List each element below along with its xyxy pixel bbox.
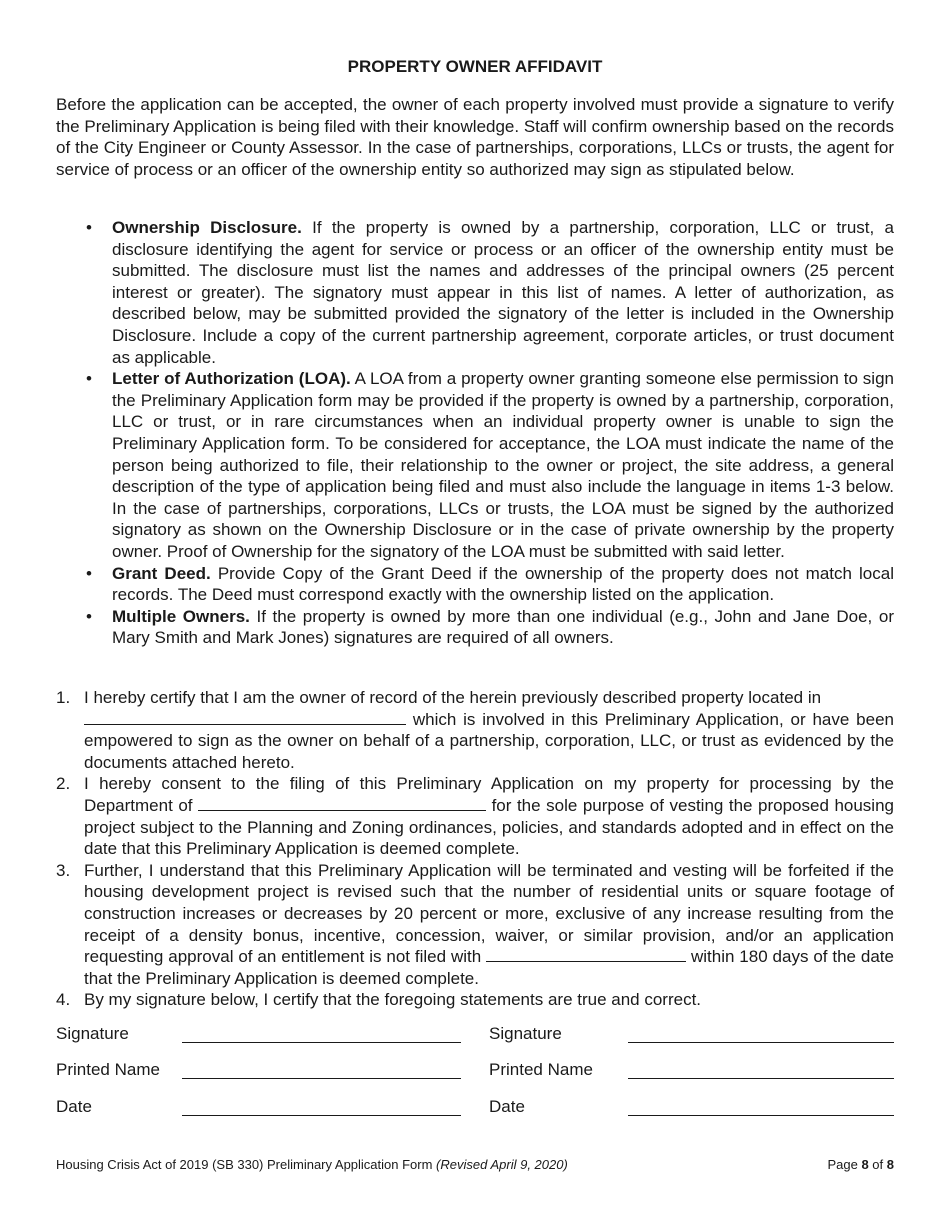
list-item-grant-deed: [56, 563, 894, 606]
page-title: PROPERTY OWNER AFFIDAVIT: [347, 57, 603, 76]
date-label-right: Date: [489, 1097, 525, 1116]
printed-name-label-left: Printed Name: [56, 1060, 160, 1079]
of-word: of: [868, 1157, 887, 1172]
signature-field-left[interactable]: [182, 1042, 461, 1043]
date-field-left[interactable]: [182, 1115, 461, 1116]
item-text: for the sole purpose of vesting the proposed housing project subject to the Planning and Zoning ordinances, policies, and standards adopted and in effect on the date that this Preliminary Application is deemed complete.: [84, 795, 894, 859]
list-item-multiple-owners: [56, 606, 894, 649]
bullet-icon: •: [86, 563, 92, 583]
item-number: 2.: [56, 774, 71, 794]
list-item-letter-of-authorization: [56, 368, 894, 562]
signature-label-right: Signature: [489, 1024, 562, 1043]
page-total: 8: [886, 1157, 894, 1172]
bullet-heading: Ownership Disclosure.: [112, 218, 302, 237]
item-text: I hereby certify that I am the owner of record of the herein previously described property located in: [84, 688, 822, 707]
requirements-list: [56, 217, 894, 649]
printed-name-field-left[interactable]: [182, 1078, 461, 1079]
item-text: Further, I understand that this Preliminary Application will be terminated and vesting will be forfeited if the housing development project is revised such that the number of residential units or square footage of construction increases or decreases by 20 percent or more, exclusive of any increase resulting from the receipt of a density bonus, incentive, concession, waiver, or similar provision, and/or an application requesting approval of an entitlement is not filed with: [84, 860, 894, 967]
bullet-heading: Letter of Authorization (LOA).: [112, 369, 351, 389]
printed-name-field-right[interactable]: [628, 1078, 894, 1079]
footer-revision-date: (Revised April 9, 2020): [436, 1157, 568, 1172]
bullet-text: If the property is owned by more than one individual (e.g., John and Jane Doe, or Mary Smith and Mark Jones) signatures are required of all owners.: [112, 606, 894, 648]
certification-item-2: [56, 773, 894, 859]
footer-form-title: [56, 1157, 568, 1173]
bullet-text: If the property is owned by a partnership, corporation, LLC or trust, a disclosure identifying the agent for service or process or an officer of the ownership entity must be submitted. The disclosure must list the names and addresses of the principal owners (25 percent interest or greater). The signatory must appear in this list of names. A letter of authorization, as described below, may be submitted provided the signatory of the letter is included in the Ownership Disclosure. Include a copy of the current partnership agreement, corporate articles, or trust document as applicable.: [112, 218, 894, 367]
printed-name-label-right: Printed Name: [489, 1060, 593, 1079]
bullet-icon: •: [86, 606, 92, 626]
bullet-icon: •: [86, 369, 92, 389]
item-text: within 180 days of the date that the Preliminary Application is deemed complete.: [84, 947, 894, 988]
item-text: By my signature below, I certify that the foregoing statements are true and correct.: [84, 990, 702, 1010]
bullet-heading: Multiple Owners.: [112, 606, 250, 626]
page-current: 8: [861, 1157, 869, 1172]
date-label-left: Date: [56, 1097, 92, 1116]
item-text: I hereby consent to the filing of this Preliminary Application on my property for processing by the Department of: [84, 774, 894, 815]
bullet-icon: •: [86, 218, 92, 237]
page-word: Page: [827, 1157, 862, 1172]
bullet-text: Provide Copy of the Grant Deed if the ownership of the property does not match local records. The Deed must correspond exactly with the ownership listed on the application.: [112, 563, 894, 605]
certification-item-3: [56, 860, 894, 990]
department-field[interactable]: [198, 796, 486, 811]
certification-list: [56, 687, 894, 1011]
footer-title-text: Housing Crisis Act of 2019 (SB 330) Preliminary Application Form: [56, 1157, 437, 1172]
signature-label-left: Signature: [56, 1024, 129, 1043]
list-item-ownership-disclosure: [56, 217, 894, 368]
certification-item-1: [56, 687, 894, 773]
item-text: which is involved in this Preliminary Application, or have been empowered to sign as the owner on behalf of a partnership, corporation, LLC, or trust as evidenced by the documents attached hereto.: [84, 709, 894, 772]
date-field-right[interactable]: [628, 1115, 894, 1116]
intro-paragraph: Before the application can be accepted, the owner of each property involved must provide a signature to verify the Preliminary Application is being filed with their knowledge. Staff will confirm ownership based on the records of the City Engineer or County Assessor. In the case of partnerships, corporations, LLCs or trusts, the agent for service of process or an officer of the ownership entity so authorized may sign as stipulated below.: [56, 95, 894, 179]
property-location-field[interactable]: [84, 710, 406, 725]
signature-field-right[interactable]: [628, 1042, 894, 1043]
bullet-heading: Grant Deed.: [112, 563, 211, 583]
certification-item-4: [56, 989, 894, 1011]
item-number: 3.: [56, 860, 71, 880]
agency-field[interactable]: [486, 947, 686, 962]
item-number: 1.: [56, 688, 71, 707]
item-number: 4.: [56, 990, 71, 1010]
page-number: [827, 1157, 894, 1173]
bullet-text: A LOA from a property owner granting someone else permission to sign the Preliminary Application form may be provided if the property is owned by a partnership, corporation, LLC or trust, or in rare circumstances when an individual property owner is unable to sign the Preliminary Application form. To be considered for acceptance, the LOA must indicate the name of the person being authorized to file, their relationship to the owner or project, the site address, a general description of the type of application being filed and must also include the language in items 1-3 below. In the case of partnerships, corporations, LLCs or trusts, the LOA must be signed by the authorized signatory as shown on the Ownership Disclosure or in the case of private ownership by the property owner. Proof of Ownership for the signatory of the LOA must be submitted with said letter.: [112, 369, 894, 561]
